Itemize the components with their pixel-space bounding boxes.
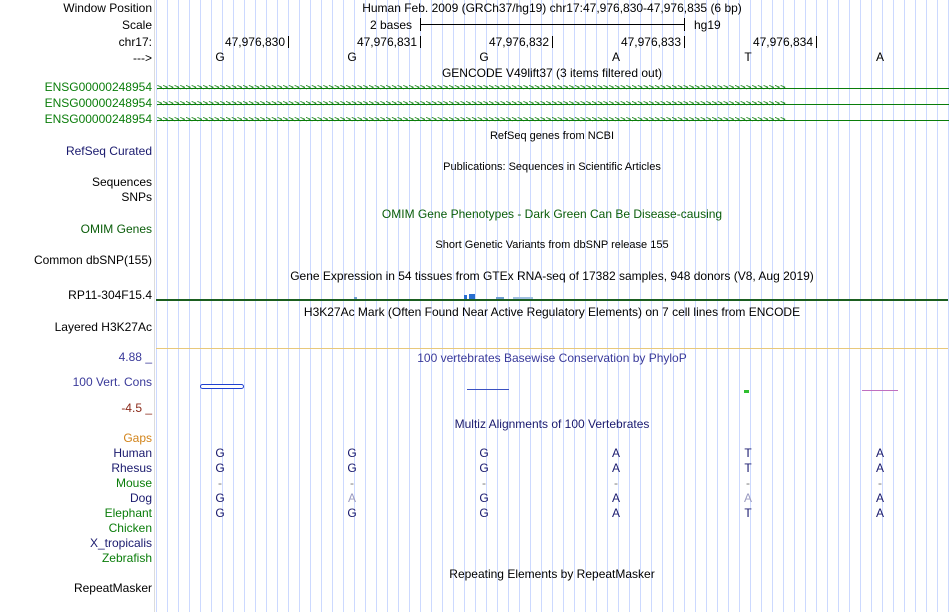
alignment-base: G xyxy=(479,491,489,505)
scale-bar-left-tick xyxy=(420,18,421,31)
h3k27ac-track-label[interactable]: Layered H3K27Ac xyxy=(54,320,152,334)
species-label-zebrafish[interactable]: Zebrafish xyxy=(101,551,152,565)
dbsnp-track-title: Short Genetic Variants from dbSNP release 155 xyxy=(435,239,669,251)
coordinate-label: 47,976,832 xyxy=(488,35,549,49)
gtex-bar xyxy=(464,295,467,299)
gencode-strand-chevrons: >>>>>>>>>>>>>>>>>>>>>>>>>>>>>>>>>>>>>>>>>>>>>>>>>>>>>>>>>>>>>>>>>>>>>>>>>>>>>>>>>>>>>>>>>>>>>>>>>>>>>>>>>>>>>> xyxy=(157,83,787,93)
gtex-bar xyxy=(354,297,357,299)
species-label-mouse[interactable]: Mouse xyxy=(115,476,152,490)
gencode-gene-label[interactable]: ENSG00000248954 xyxy=(44,112,152,126)
alignment-base: - xyxy=(218,476,222,490)
h3k27ac-signal-line xyxy=(156,348,948,349)
species-label-rhesus[interactable]: Rhesus xyxy=(111,461,152,475)
gtex-bar xyxy=(469,294,475,299)
phylop-min-label: -4.5 _ xyxy=(121,401,152,415)
alignment-base: G xyxy=(215,506,225,520)
alignment-base: G xyxy=(479,461,489,475)
alignment-base: A xyxy=(611,446,621,460)
gtex-bar xyxy=(513,297,533,299)
alignment-base: - xyxy=(878,476,882,490)
publications-track-title: Publications: Sequences in Scientific Articles xyxy=(443,161,661,173)
scale-value: 2 bases xyxy=(370,18,413,32)
alignment-base: - xyxy=(482,476,486,490)
species-label-elephant[interactable]: Elephant xyxy=(104,506,152,520)
base-letter: A xyxy=(611,50,621,64)
h3k27ac-track-title: H3K27Ac Mark (Often Found Near Active Regulatory Elements) on 7 cell lines from ENCODE xyxy=(303,305,801,319)
species-label-dog[interactable]: Dog xyxy=(129,491,152,505)
base-letter: G xyxy=(479,50,489,64)
gtex-track-title: Gene Expression in 54 tissues from GTEx RNA-seq of 17382 samples, 948 donors (V8, Aug 2019) xyxy=(290,269,814,283)
base-letter: A xyxy=(875,50,885,64)
phylop-track-label[interactable]: 100 Vert. Cons xyxy=(72,375,152,389)
alignment-base: G xyxy=(215,446,225,460)
repeatmasker-track-title: Repeating Elements by RepeatMasker xyxy=(449,567,655,581)
coordinate-tick xyxy=(684,36,685,48)
alignment-base: A xyxy=(875,461,885,475)
coordinate-label: 47,976,833 xyxy=(620,35,681,49)
alignment-base: G xyxy=(479,446,489,460)
species-label-human[interactable]: Human xyxy=(113,446,152,460)
phylop-score-bar xyxy=(200,384,244,389)
species-label-chicken[interactable]: Chicken xyxy=(108,521,152,535)
refseq-track-title: RefSeq genes from NCBI xyxy=(489,130,615,142)
alignment-base: G xyxy=(347,446,357,460)
gtex-track-label[interactable]: RP11-304F15.4 xyxy=(68,288,152,302)
base-letter: G xyxy=(215,50,225,64)
coordinate-tick xyxy=(420,36,421,48)
alignment-base: A xyxy=(611,461,621,475)
window-position-label: Window Position xyxy=(63,1,152,15)
alignment-base: G xyxy=(479,506,489,520)
gencode-strand-chevrons: >>>>>>>>>>>>>>>>>>>>>>>>>>>>>>>>>>>>>>>>>>>>>>>>>>>>>>>>>>>>>>>>>>>>>>>>>>>>>>>>>>>>>>>>>>>>>>>>>>>>>>>>>>>>>> xyxy=(157,115,787,125)
species-label-x_tropicalis[interactable]: X_tropicalis xyxy=(89,536,152,550)
scale-db: hg19 xyxy=(694,18,721,32)
alignment-base: G xyxy=(347,506,357,520)
strand-label: ---> xyxy=(133,51,152,65)
gaps-label[interactable]: Gaps xyxy=(123,431,152,445)
alignment-base: A xyxy=(875,491,885,505)
snps-track-label[interactable]: SNPs xyxy=(121,190,152,204)
base-letter: G xyxy=(347,50,357,64)
base-letter: T xyxy=(744,50,752,64)
phylop-score-bar xyxy=(862,390,898,391)
scale-bar xyxy=(420,24,684,25)
alignment-base: A xyxy=(743,491,753,505)
alignment-base: A xyxy=(611,506,621,520)
coordinate-tick xyxy=(288,36,289,48)
gencode-gene-label[interactable]: ENSG00000248954 xyxy=(44,80,152,94)
alignment-base: - xyxy=(350,476,354,490)
coordinate-tick xyxy=(816,36,817,48)
refseq-track-label[interactable]: RefSeq Curated xyxy=(65,144,152,158)
phylop-track-title: 100 vertebrates Basewise Conservation by PhyloP xyxy=(417,351,687,365)
coordinate-label: 47,976,830 xyxy=(224,35,285,49)
alignment-base: T xyxy=(744,506,752,520)
alignment-base: G xyxy=(215,461,225,475)
coordinate-label: 47,976,834 xyxy=(752,35,813,49)
dbsnp-track-label[interactable]: Common dbSNP(155) xyxy=(33,253,152,267)
chrom-label: chr17: xyxy=(118,35,152,49)
alignment-base: T xyxy=(744,446,752,460)
omim-track-title: OMIM Gene Phenotypes - Dark Green Can Be Disease-causing xyxy=(381,207,723,221)
gtex-expression-baseline xyxy=(156,299,948,301)
multiz-track-title: Multiz Alignments of 100 Vertebrates xyxy=(454,417,650,431)
alignment-base: - xyxy=(746,476,750,490)
phylop-score-bar xyxy=(744,390,749,393)
gencode-track-title: GENCODE V49lift37 (3 items filtered out) xyxy=(441,66,663,80)
omim-track-label[interactable]: OMIM Genes xyxy=(80,222,152,236)
window-position-value: Human Feb. 2009 (GRCh37/hg19) chr17:47,976,830-47,976,835 (6 bp) xyxy=(362,1,742,15)
phylop-max-label: 4.88 _ xyxy=(118,350,152,364)
gencode-gene-label[interactable]: ENSG00000248954 xyxy=(44,96,152,110)
alignment-base: T xyxy=(744,461,752,475)
alignment-base: G xyxy=(347,461,357,475)
scale-label: Scale xyxy=(121,18,152,32)
alignment-base: A xyxy=(875,506,885,520)
phylop-score-bar xyxy=(467,389,509,390)
alignment-base: A xyxy=(611,491,621,505)
alignment-base: - xyxy=(614,476,618,490)
gencode-strand-chevrons: >>>>>>>>>>>>>>>>>>>>>>>>>>>>>>>>>>>>>>>>>>>>>>>>>>>>>>>>>>>>>>>>>>>>>>>>>>>>>>>>>>>>>>>>>>>>>>>>>>>>>>>>>>>>>> xyxy=(157,99,787,109)
alignment-base: A xyxy=(875,446,885,460)
scale-bar-right-tick xyxy=(684,18,685,31)
coordinate-label: 47,976,831 xyxy=(356,35,417,49)
repeatmasker-track-label[interactable]: RepeatMasker xyxy=(73,581,152,595)
sequences-track-label[interactable]: Sequences xyxy=(91,175,152,189)
sidebar-separator xyxy=(154,0,155,612)
gtex-bar xyxy=(496,297,504,299)
coordinate-tick xyxy=(552,36,553,48)
alignment-base: A xyxy=(347,491,357,505)
alignment-base: G xyxy=(215,491,225,505)
